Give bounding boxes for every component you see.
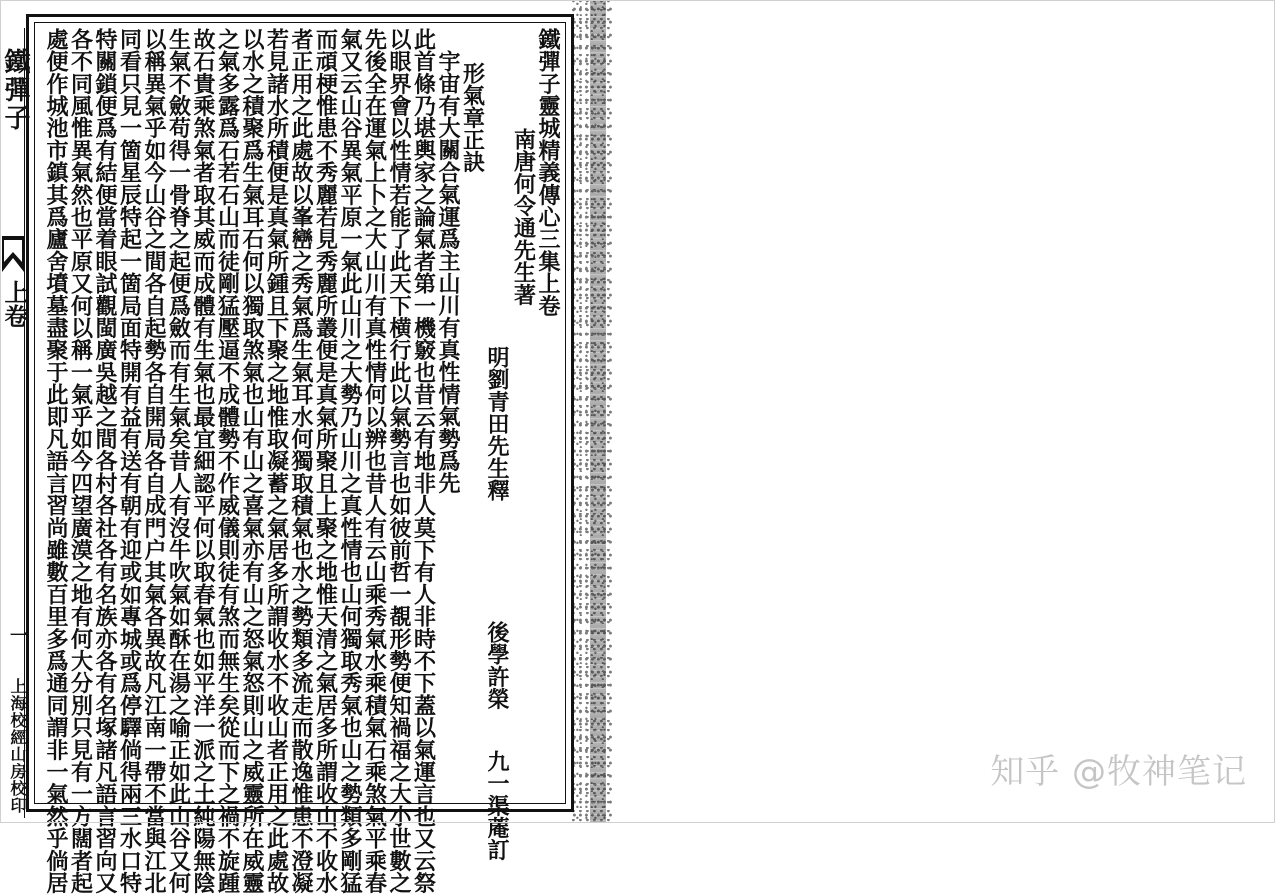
text-column: 各不同風惟異氣然也平原又何以稱一氣乎如今四望廣漠之地有何大分別只見有一方闊者起 xyxy=(67,28,94,894)
scan-edge-shadow xyxy=(590,0,606,823)
text-column: 宇宙有大關合氣運爲主山川有真性情氣勢爲先 xyxy=(435,50,461,494)
margin-book-title: 鐵彈子 xyxy=(0,48,30,132)
scanned-page xyxy=(0,0,612,894)
margin-page-number: 一 xyxy=(7,626,28,644)
page-margin-column xyxy=(0,28,30,818)
text-column: 此首條乃堪輿家之論氣者第一機竅也昔云有地非人莫下有人非時不下蓋以氣運言也又云祭 xyxy=(410,28,437,894)
margin-publisher: 上海校經山房校印 xyxy=(8,678,27,814)
margin-volume-label: 上卷 xyxy=(0,280,29,328)
text-column: 者正用之此處故以峯巒之秀氣爲生氣耳水何獨取積氣也水之勢類多流走而散逸惟患不澄凝 xyxy=(288,28,314,894)
text-column: 特關鎖便爲有結便當着眼試觀閩廣吳越之間各村各社各有名族亦各有名塚諸凡語言習向又 xyxy=(92,28,118,894)
text-column: 以水之積聚爲生氣耳石何以獨取煞氣也山有山之喜氣亦有山之怒氣怒則山之威靈所在威靈 xyxy=(239,28,265,894)
text-column: 而頑梗惟患不秀麗若見秀麗所叢便是真氣所聚且上聚之地惟天清之氣居多所謂收山不收水 xyxy=(312,28,339,894)
text-column: 故石貴乘煞氣者取其威而成體有生氣也最宜細認平何以取春氣也如平洋一派之土純陽無陰 xyxy=(190,28,216,894)
vertical-text-block xyxy=(40,28,561,894)
original-author: 南唐何令通先生著 xyxy=(510,128,537,306)
text-column: 同看只見一箇星辰特起一箇局面特開有益有送有朝有迎或如專城或爲停驛倘得兩三水口特 xyxy=(116,28,143,894)
text-column: 以稱異氣乎如今山谷之間各自起勢各自開局各自成門户其氣各異故凡江南一帶不當與江北 xyxy=(141,28,167,894)
text-column: 若見諸水所積便是真氣所鍾且下聚之地惟取凝蓄之氣居多所謂收水不收山者正用之此處故 xyxy=(263,28,290,894)
student-credit: 後學許榮 xyxy=(484,621,510,711)
commentator-credit: 明劉青田先生釋 xyxy=(484,346,510,502)
zhihu-watermark: 知乎 @牧神笔记 xyxy=(990,752,1247,792)
book-title: 鐵彈子靈城精義傳心三集上卷 xyxy=(535,28,561,317)
fish-tail-mark xyxy=(2,236,24,272)
text-column: 之氣多露爲石若石山而徒剛猛壓逼不成體勢不作威儀則徒有煞而無生矣從而下之禍不旋踵 xyxy=(214,28,241,894)
text-column: 氣又云山谷異氣平原一氣此山川之大勢乃山川之真性情也山何獨取秀氣也山之勢類多剛猛 xyxy=(337,28,363,894)
text-column: 生氣不斂苟得一骨脊之起便爲斂而有生氣矣昔人有沒牛吹氣如酥在湯之喻正如此山谷又何 xyxy=(165,28,192,894)
text-column: 以眼界會以性情若能了此天下横行此以氣勢言也如彼前哲一覩形勢便知禍福之大小世數之 xyxy=(386,28,412,894)
credits-line xyxy=(484,28,510,862)
text-column: 先後全在運氣上卜之大山川有真性情何以辨也昔人有云山乘秀氣水乘積氣石乘煞氣平乘春 xyxy=(361,28,388,894)
section-title: 形氣章正訣 xyxy=(459,62,486,173)
editor-credit: 九一渠蓭訂 xyxy=(484,750,510,862)
text-column: 處便作城池市鎮其爲廬舍墳墓盡聚于此即凡語言習尚雖數百里多爲通同謂非一氣然乎倘居 xyxy=(43,28,69,894)
